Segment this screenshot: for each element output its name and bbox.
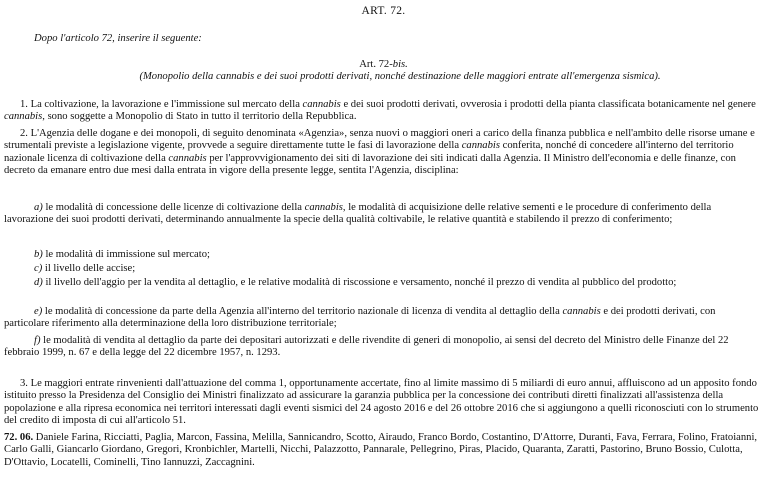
- p2-text-a: 2. L'Agenzia delle dogane e dei monopoli, di seguito denominata «Agenzia», senza nuovi o maggiori oneri a carico della finanza pubblica e nell'ambito delle risorse umane e strumentali previste a legislazione vigente, provvede a seguire direttamente tutte le fasi di lavorazione della: [4, 128, 755, 152]
- item-f-text: le modalità di vendita al dettaglio da parte dei depositari autorizzati e delle rivendite di generi di monopolio, ai sensi del decreto del Ministro delle Finanze del 22 febbraio 1999, n. 67 e della legge del 22 dicembre 1957, n. 1293.: [4, 335, 729, 359]
- sub-article-prefix: Art. 72-: [359, 59, 393, 70]
- item-b-letter: b): [34, 249, 43, 260]
- item-f-letter: f): [34, 335, 41, 346]
- paragraph-2: [4, 128, 762, 178]
- item-a-text-3: , le modalità di acquisizione delle relative sementi e le procedure di conferimento della lavorazione dei suoi prodotti derivati, determinando annualmente la specie della qualità coltivabile, le relative quantità e stabilendo il prezzo di conferimento;: [4, 202, 712, 226]
- p1-term-cannabis-2: cannabis: [4, 111, 43, 123]
- item-a-letter: a): [34, 202, 43, 213]
- p1-text-e: , sono soggette a Monopolio di Stato in tutto il territorio della Repubblica.: [42, 111, 357, 123]
- list-item-f: [4, 335, 762, 360]
- item-e-text-3: e dei prodotti derivati, con particolare riferimento alla determinazione della loro distribuzione territoriale;: [4, 306, 716, 330]
- sub-article-title: [0, 59, 767, 71]
- p2-text-c: conferita, nonché di concedere all'interno del territorio nazionale licenza di coltivazione della: [4, 140, 734, 164]
- list-item-a: [4, 202, 762, 227]
- amendment-signers: [4, 432, 762, 469]
- item-a-text-1: le modalità di concessione delle licenze di coltivazione della: [42, 202, 305, 213]
- p2-text-e: per l'approvvigionamento dei siti di lavorazione dei siti indicati dalla Agenzia. Il Ministro dell'economia e delle finanze, con decreto da emanare entro due mesi dalla entrata in vigore della presente legge, sentita l'Agenzia, disciplina:: [4, 152, 736, 177]
- item-e-term-cannabis: cannabis: [562, 306, 601, 317]
- item-b-text: le modalità di immissione sul mercato;: [42, 249, 210, 260]
- item-c-letter: c): [34, 263, 43, 274]
- article-title: ART. 72.: [361, 5, 406, 17]
- list-item-e: [4, 306, 762, 331]
- list-item-d: [4, 277, 762, 289]
- item-e-text-1: le modalità di concessione da parte della Agenzia all'interno del territorio nazionale di licenza di vendita al dettaglio della: [42, 306, 563, 317]
- amendment-number: 72. 06.: [4, 432, 34, 443]
- p1-term-cannabis-1: cannabis: [302, 99, 341, 110]
- sub-article-caption: (Monopolio della cannabis e dei suoi prodotti derivati, nonché destinazione delle maggiori entrate all'emergenza sismica).: [139, 71, 661, 82]
- paragraph-3: 3. Le maggiori entrate rinvenienti dall'attuazione del comma 1, opportunamente accertate, fino al limite massimo di 5 miliardi di euro annui, affluiscono ad un apposito fondo istituito presso la Presidenza del Consiglio dei Ministri finalizzato ad assicurare la garanzia pubblica per la concessione dei contributi diretti finalizzati all'assistenza della popolazione e alla ripresa economica nei territori interessati dagli eventi sismici del 24 agosto 2016 e del 26 ottobre 2016 che si aggiungono a quelli riconosciuti con lo strumento del credito di imposta di cui all'articolo 51.: [4, 378, 759, 427]
- intro-line: Dopo l'articolo 72, inserire il seguente:: [34, 33, 202, 44]
- p2-term-cannabis-1: cannabis: [461, 140, 500, 152]
- item-c-text: il livello delle accise;: [42, 263, 136, 274]
- p1-text-c: e dei suoi prodotti derivati, ovverosia i prodotti della pianta classificata botanicamente nel genere: [340, 99, 756, 110]
- p2-term-cannabis-2: cannabis: [168, 152, 207, 164]
- sub-article-suffix: bis.: [392, 59, 408, 70]
- item-a-term-cannabis: cannabis: [304, 202, 343, 213]
- list-item-c: [4, 263, 762, 275]
- paragraph-1: [4, 99, 762, 124]
- item-d-letter: d): [34, 277, 43, 288]
- item-e-letter: e): [34, 306, 43, 317]
- p1-text-a: 1. La coltivazione, la lavorazione e l'immissione sul mercato della: [20, 99, 303, 110]
- list-item-b: [4, 249, 762, 261]
- item-d-text: il livello dell'aggio per la vendita al dettaglio, e le relative modalità di riscossione e versamento, nonché il prezzo di vendita al pubblico del prodotto;: [42, 277, 677, 288]
- signers-list: Daniele Farina, Ricciatti, Paglia, Marcon, Fassina, Melilla, Sannicandro, Scotto, Airaudo, Franco Bordo, Costantino, D'Attorre, Duranti, Fava, Ferrara, Folino, Fratoianni, Carlo Galli, Giancarlo Giordano, Gregori, Kronbichler, Martelli, Nicchi, Palazzotto, Pannarale, Pellegrino, Piras, Placido, Quaranta, Zaratti, Pastorino, Bruno Bossio, Culotta, D'Ottavio, Locatelli, Cominelli, Tino Iannuzzi, Zaccagnini.: [4, 432, 758, 468]
